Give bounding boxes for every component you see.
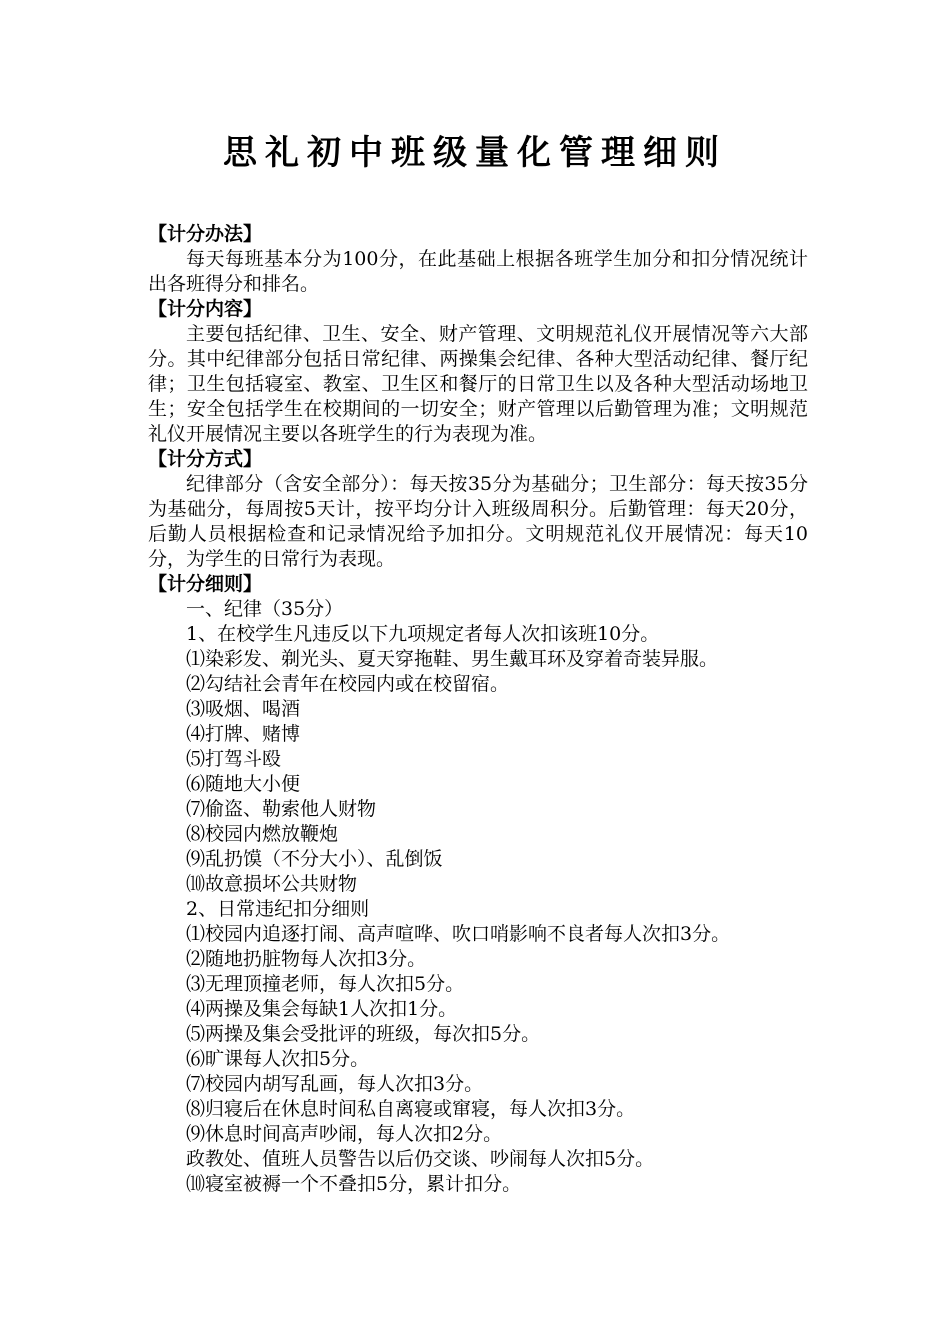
- detail-line: ⑼乱扔馍（不分大小）、乱倒饭: [186, 848, 443, 870]
- detail-line: ⑸两操及集会受批评的班级，每次扣5分。: [186, 1023, 541, 1045]
- detail-line: 政教处、值班人员警告以后仍交谈、吵闹每人次扣5分。: [186, 1148, 655, 1170]
- detail-line: ⑷打牌、赌博: [186, 723, 301, 745]
- detail-line: ⑸打驾斗殴: [186, 748, 282, 770]
- detail-line: ⑴染彩发、剃光头、夏天穿拖鞋、男生戴耳环及穿着奇装异服。: [186, 648, 719, 670]
- detail-line: ⑽故意损坏公共财物: [186, 873, 358, 895]
- detail-line: ⑷两操及集会每缺1人次扣1分。: [186, 998, 458, 1020]
- section-heading-scoring-approach: 【计分方式】: [148, 448, 263, 470]
- detail-line: ⑴校园内追逐打闹、高声喧哗、吹口哨影响不良者每人次扣3分。: [186, 923, 731, 945]
- detail-line: ⑵随地扔脏物每人次扣3分。: [186, 948, 427, 970]
- detail-line: ⑹随地大小便: [186, 773, 301, 795]
- detail-line: ⑻校园内燃放鞭炮: [186, 823, 339, 845]
- section-heading-scoring-content: 【计分内容】: [148, 298, 263, 320]
- scoring-details-list: [148, 597, 808, 1197]
- detail-line: 一、纪律（35分）: [186, 598, 344, 620]
- detail-line: ⑺偷盗、勒索他人财物: [186, 798, 377, 820]
- detail-line: ⑵勾结社会青年在校园内或在校留宿。: [186, 673, 510, 695]
- detail-line: ⑻归寝后在休息时间私自离寝或窜寝，每人次扣3分。: [186, 1098, 636, 1120]
- document-body: [148, 222, 808, 1197]
- detail-line: ⑶吸烟、喝酒: [186, 698, 301, 720]
- detail-line: ⑺校园内胡写乱画，每人次扣3分。: [186, 1073, 484, 1095]
- detail-line: ⑶无理顶撞老师，每人次扣5分。: [186, 973, 465, 995]
- section-body-scoring-method: 每天每班基本分为100分，在此基础上根据各班学生加分和扣分情况统计出各班得分和排名。: [148, 248, 808, 295]
- section-heading-scoring-method: 【计分办法】: [148, 223, 263, 245]
- detail-line: ⑼休息时间高声吵闹，每人次扣2分。: [186, 1123, 503, 1145]
- section-heading-scoring-details: 【计分细则】: [148, 573, 263, 595]
- section-body-scoring-approach: 纪律部分（含安全部分）：每天按35分为基础分；卫生部分：每天按35分为基础分，每周按5天计，按平均分计入班级周积分。后勤管理：每天20分，后勤人员根据检查和记录情况给予加扣分。文明规范礼仪开展情况：每天10分，为学生的日常行为表现。: [148, 473, 808, 570]
- detail-line: ⑹旷课每人次扣5分。: [186, 1048, 370, 1070]
- document-title: 思礼初中班级量化管理细则: [223, 133, 727, 173]
- detail-line: ⑽寝室被褥一个不叠扣5分，累计扣分。: [186, 1173, 522, 1195]
- section-body-scoring-content: 主要包括纪律、卫生、安全、财产管理、文明规范礼仪开展情况等六大部分。其中纪律部分包括日常纪律、两操集会纪律、各种大型活动纪律、餐厅纪律；卫生包括寝室、教室、卫生区和餐厅的日常卫生以及各种大型活动场地卫生；安全包括学生在校期间的一切安全；财产管理以后勤管理为准；文明规范礼仪开展情况主要以各班学生的行为表现为准。: [148, 323, 808, 445]
- detail-line: 2、日常违纪扣分细则: [186, 898, 370, 920]
- detail-line: 1、在校学生凡违反以下九项规定者每人次扣该班10分。: [186, 623, 660, 645]
